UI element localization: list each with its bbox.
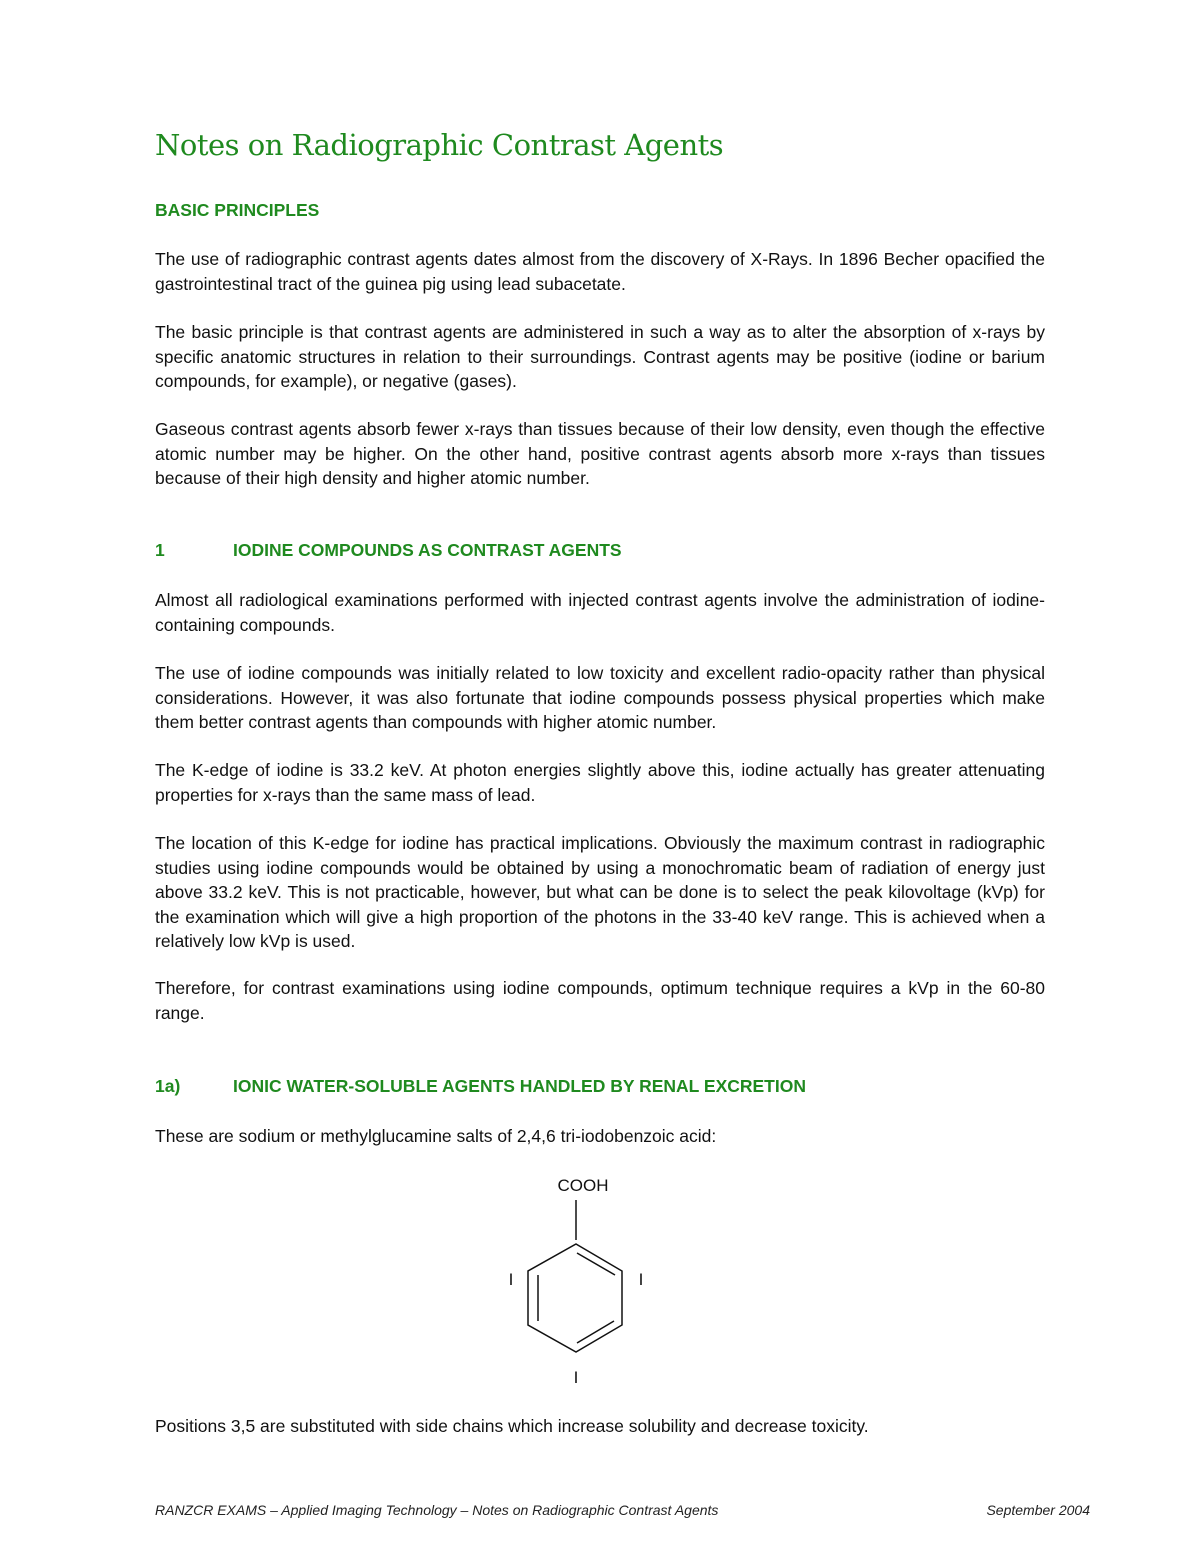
cooh-label: COOH bbox=[557, 1176, 609, 1195]
paragraph-basic-1: The use of radiographic contrast agents dates almost from the discovery of X-Rays. In 1896 Becher opacified the gastrointestinal tract of the guinea pig using lead subacetate. bbox=[155, 249, 1045, 294]
footer-title: RANZCR EXAMS – Applied Imaging Technology – Notes on Radiographic Contrast Agents bbox=[155, 1502, 719, 1518]
paragraph-basic-3: Gaseous contrast agents absorb fewer x-rays than tissues because of their low density, even though the effective atomic number may be higher. On the other hand, positive contrast agents absorb more x-rays than tissues because of their high density and higher atomic number. bbox=[155, 419, 1045, 488]
section-number: 1 bbox=[155, 540, 165, 560]
paragraph-s1-2: The use of iodine compounds was initially related to low toxicity and excellent radio-opacity rather than physical considerations. However, it was also fortunate that iodine compounds possess physical properties which make them better contrast agents than compounds with higher atomic number. bbox=[155, 663, 1045, 732]
heading-section-1 bbox=[155, 540, 622, 561]
paragraph-s1a-1: These are sodium or methylglucamine salts of 2,4,6 tri-iodobenzoic acid: bbox=[155, 1126, 717, 1146]
iodine-bottom-label: I bbox=[573, 1368, 579, 1387]
footer-date: September 2004 bbox=[986, 1502, 1090, 1518]
page-title: Notes on Radiographic Contrast Agents bbox=[155, 128, 724, 162]
paragraph-s1a-2: Positions 3,5 are substituted with side chains which increase solubility and decrease toxicity. bbox=[155, 1416, 869, 1436]
paragraph-basic-2: The basic principle is that contrast agents are administered in such a way as to alter the absorption of x-rays by specific anatomic structures in relation to their surroundings. Contrast agents may be positive (iodine or barium compounds, for example), or negative (gases). bbox=[155, 322, 1045, 391]
heading-section-1a bbox=[155, 1076, 806, 1097]
iodine-right-label: I bbox=[638, 1270, 644, 1289]
benzene-ring bbox=[528, 1244, 622, 1352]
iodine-left-label: I bbox=[508, 1270, 514, 1289]
section-number: 1a) bbox=[155, 1076, 181, 1096]
tri-iodobenzoic-acid-structure bbox=[480, 1168, 680, 1393]
section-title: IODINE COMPOUNDS AS CONTRAST AGENTS bbox=[233, 540, 622, 560]
paragraph-s1-3: The K-edge of iodine is 33.2 keV. At photon energies slightly above this, iodine actually has greater attenuating properties for x-rays than the same mass of lead. bbox=[155, 760, 1045, 805]
paragraph-s1-1: Almost all radiological examinations performed with injected contrast agents involve the administration of iodine-containing compounds. bbox=[155, 590, 1045, 635]
section-title: IONIC WATER-SOLUBLE AGENTS HANDLED BY RENAL EXCRETION bbox=[233, 1076, 806, 1096]
paragraph-s1-4: The location of this K-edge for iodine has practical implications. Obviously the maximum contrast in radiographic studies using iodine compounds would be obtained by using a monochromatic beam of radiation of energy just above 33.2 keV. This is not practicable, however, but what can be done is to select the peak kilovoltage (kVp) for the examination which will give a high proportion of the photons in the 33-40 keV range. This is achieved when a relatively low kVp is used. bbox=[155, 833, 1045, 951]
paragraph-s1-5: Therefore, for contrast examinations using iodine compounds, optimum technique requires a kVp in the 60-80 range. bbox=[155, 978, 1045, 1023]
heading-basic-principles: BASIC PRINCIPLES bbox=[155, 200, 320, 220]
